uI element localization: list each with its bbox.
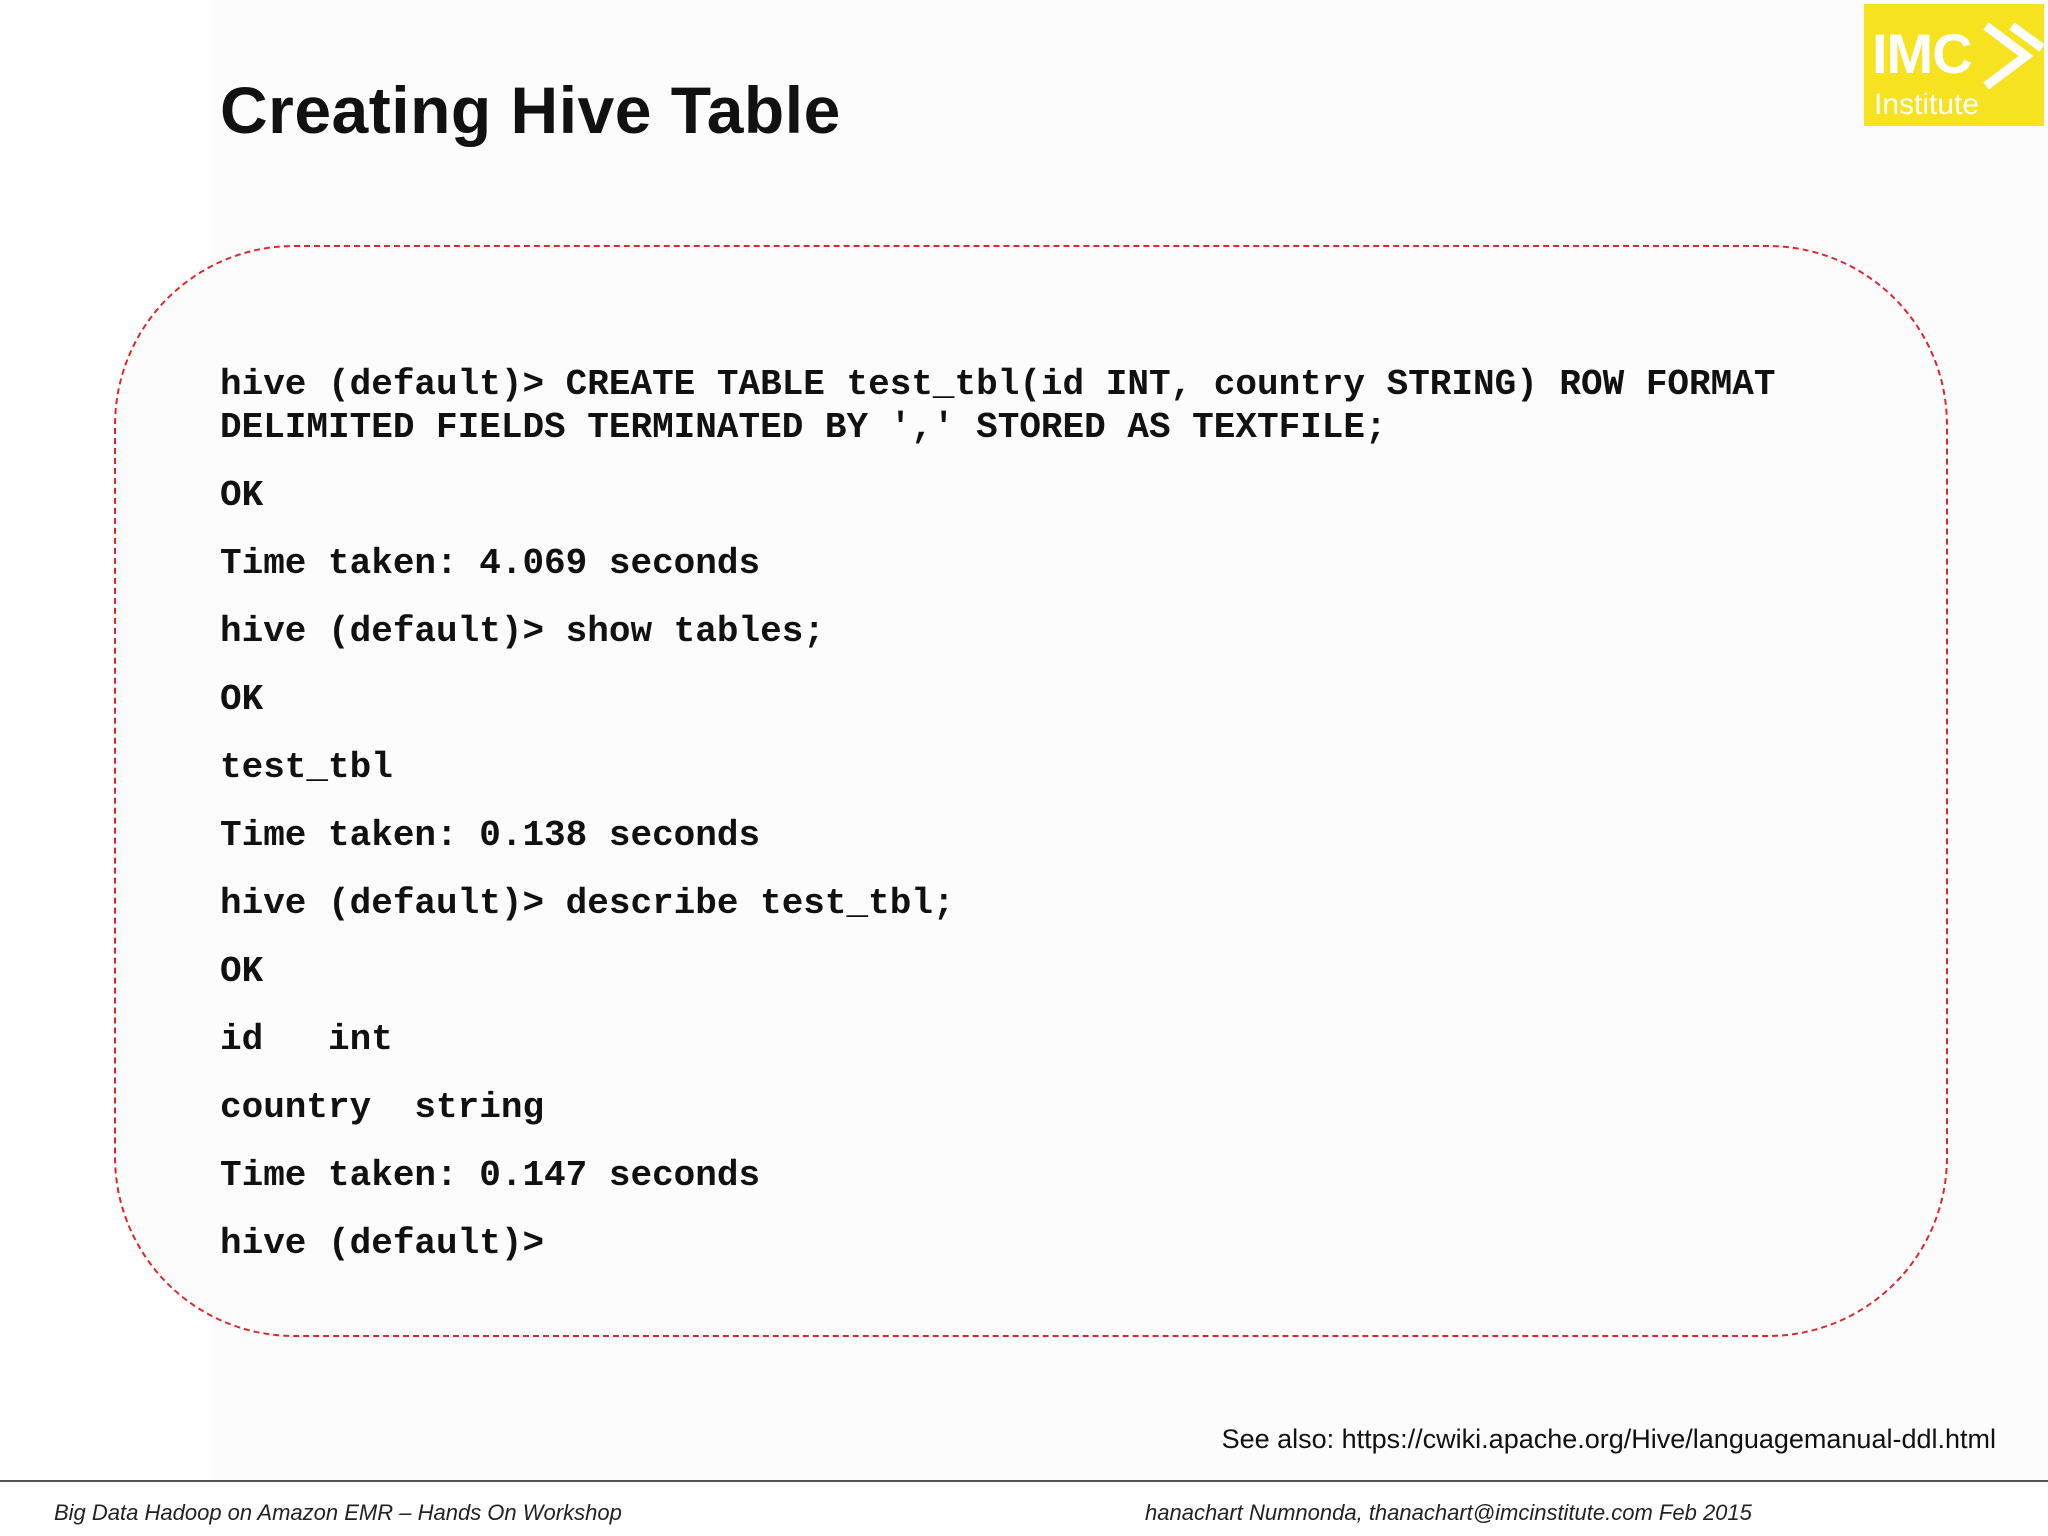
terminal-output — [220, 363, 1920, 1290]
terminal-line: hive (default)> — [220, 1223, 545, 1264]
footer-workshop-title: Big Data Hadoop on Amazon EMR – Hands On Workshop — [54, 1500, 622, 1525]
terminal-line: country string — [220, 1087, 545, 1128]
terminal-line: test_tbl — [220, 747, 393, 788]
terminal-line: Time taken: 0.147 seconds — [220, 1155, 761, 1196]
footer-divider — [0, 1480, 2048, 1482]
terminal-line: hive (default)> show tables; — [220, 611, 825, 652]
footer-author-info: hanachart Numnonda, thanachart@imcinstitute.com Feb 2015 — [1145, 1500, 1752, 1525]
terminal-line: hive (default)> describe test_tbl; — [220, 883, 955, 924]
terminal-line: OK — [220, 679, 264, 720]
logo-sub-text: Institute — [1874, 88, 1980, 121]
see-also-reference: See also: https://cwiki.apache.org/Hive/languagemanual-ddl.html — [1221, 1424, 1996, 1454]
terminal-line: id int — [220, 1019, 393, 1060]
terminal-line: OK — [220, 951, 264, 992]
terminal-line: OK — [220, 475, 264, 516]
terminal-line: hive (default)> CREATE TABLE test_tbl(id INT, country STRING) ROW FORMAT DELIMITED FIELDS TERMINATED BY ',' STORED AS TEXTFILE; — [220, 364, 1798, 448]
imc-institute-logo — [1864, 4, 2044, 126]
slide-title: Creating Hive Table — [220, 73, 841, 147]
terminal-line: Time taken: 0.138 seconds — [220, 815, 761, 856]
terminal-line: Time taken: 4.069 seconds — [220, 543, 761, 584]
logo-main-text: IMC — [1872, 22, 1972, 85]
